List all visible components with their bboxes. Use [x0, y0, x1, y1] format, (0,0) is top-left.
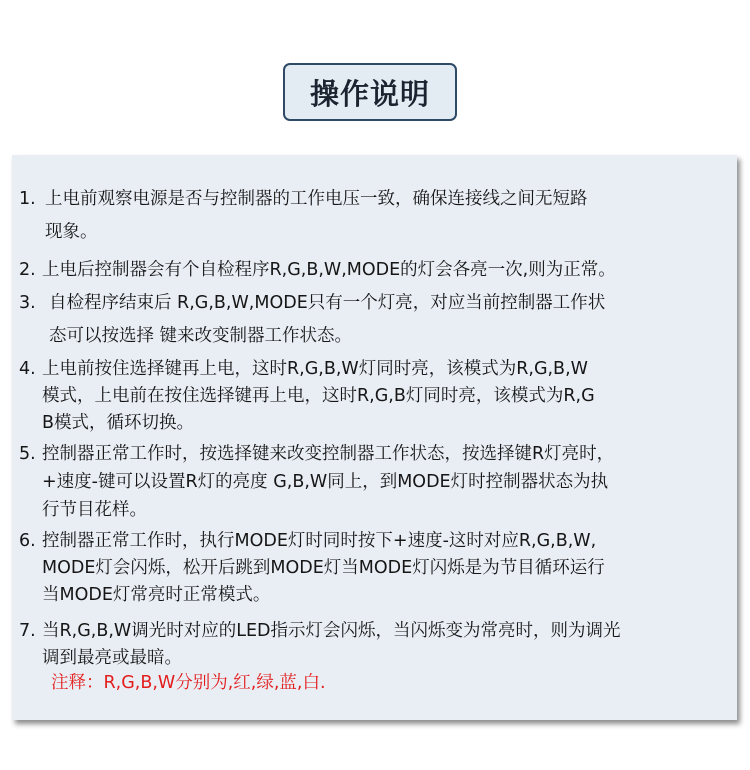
item-text-line: 现象。: [45, 222, 98, 242]
item-text-line: 上电前按住选择键再上电，这时R,G,B,W灯同时亮，该模式为R,G,B,W: [42, 359, 588, 379]
item-text-line: B模式，循环切换。: [42, 413, 195, 433]
item-text-line: 控制器正常工作时，执行MODE灯时同时按下+速度-这时对应R,G,B,W,: [42, 531, 597, 551]
item-text-line: +速度-键可以设置R灯的亮度 G,B,W同上，到MODE灯时控制器状态为执: [42, 472, 609, 492]
item-text-line: 当MODE灯常亮时正常模式。: [42, 585, 271, 605]
item-text-line: 模式，上电前在按住选择键再上电，这时R,G,B灯同时亮，该模式为R,G: [42, 386, 595, 406]
item-number: 6.: [19, 531, 36, 551]
item-number: 3.: [19, 293, 36, 313]
item-number: 5.: [19, 444, 36, 464]
color-note: 注释：R,G,B,W分别为,红,绿,蓝,白.: [51, 673, 326, 693]
item-text-line: 上电后控制器会有个自检程序R,G,B,W,MODE的灯会各亮一次,则为正常。: [42, 260, 616, 280]
item-text-line: 态可以按选择 键来改变制器工作状态。: [49, 326, 353, 346]
item-text-line: 上电前观察电源是否与控制器的工作电压一致，确保连接线之间无短路: [45, 189, 588, 209]
item-text-line: 控制器正常工作时，按选择键来改变控制器工作状态，按选择键R灯亮时，: [42, 444, 615, 464]
item-number: 2.: [19, 260, 36, 280]
item-text-line: 自检程序结束后 R,G,B,W,MODE只有一个灯亮，对应当前控制器工作状: [49, 293, 606, 313]
item-number: 1.: [19, 189, 36, 209]
item-text-line: MODE灯会闪烁，松开后跳到MODE灯当MODE灯闪烁是为节目循环运行: [42, 558, 605, 578]
page-title: 操作说明: [283, 63, 457, 121]
instructions-panel: [12, 155, 737, 720]
item-text-line: 行节目花样。: [42, 500, 147, 520]
item-text-line: 调到最亮或最暗。: [42, 648, 182, 668]
item-text-line: 当R,G,B,W调光时对应的LED指示灯会闪烁，当闪烁变为常亮时，则为调光: [42, 621, 621, 641]
item-number: 7.: [19, 621, 36, 641]
item-number: 4.: [19, 359, 36, 379]
